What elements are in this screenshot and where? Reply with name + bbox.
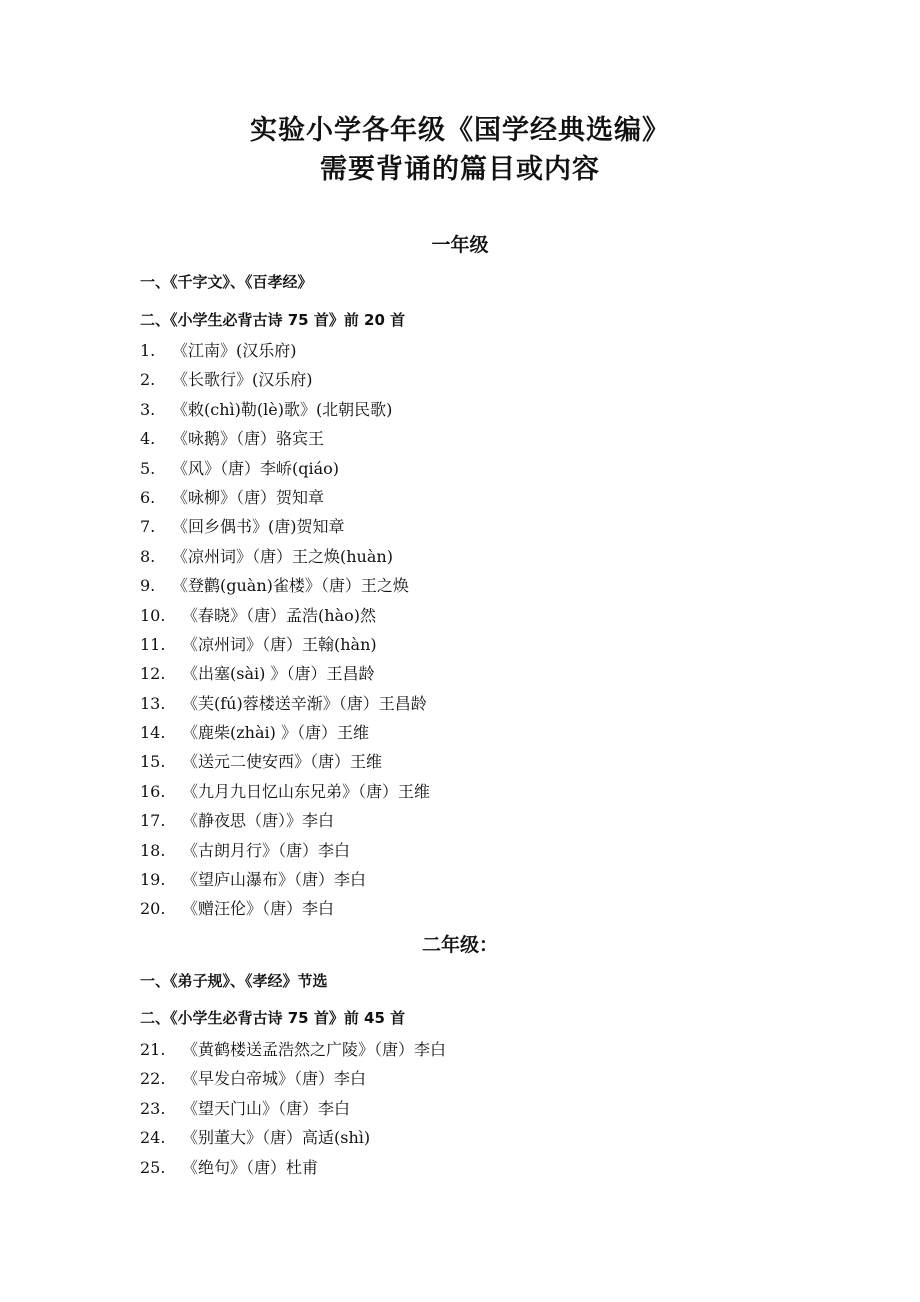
item-number: 3. bbox=[140, 399, 156, 419]
item-text: 《静夜思（唐）》李白 bbox=[182, 811, 335, 831]
item-number: 7. bbox=[140, 517, 156, 537]
list-item bbox=[140, 841, 430, 870]
list-item bbox=[140, 488, 430, 517]
list-item bbox=[140, 576, 430, 605]
item-number: 15. bbox=[140, 752, 166, 772]
item-number: 13. bbox=[140, 693, 166, 713]
item-text: 《望庐山瀑布》（唐）李白 bbox=[182, 870, 367, 890]
item-text: 《风》（唐）李峤(qiáo) bbox=[172, 458, 340, 478]
list-item bbox=[140, 899, 430, 928]
item-text: 《赠汪伦》（唐）李白 bbox=[182, 899, 335, 919]
item-number: 1. bbox=[140, 341, 156, 360]
item-number: 10. bbox=[140, 605, 166, 625]
item-number: 22. bbox=[140, 1069, 166, 1089]
item-number: 19. bbox=[140, 870, 166, 890]
item-number: 2. bbox=[140, 370, 156, 390]
item-text: 《鹿柴(zhài) 》（唐）王维 bbox=[182, 723, 369, 743]
item-text: 《敕(chì)勒(lè)歌》(北朝民歌) bbox=[172, 399, 393, 419]
item-number: 23. bbox=[140, 1098, 166, 1118]
list-item bbox=[140, 635, 430, 664]
item-number: 18. bbox=[140, 840, 166, 860]
item-text: 《凉州词》（唐）王之焕(huàn) bbox=[172, 546, 393, 566]
item-text: 《送元二使安西》（唐）王维 bbox=[182, 752, 383, 772]
list-item bbox=[140, 723, 430, 752]
item-text: 《春晓》（唐）孟浩(hào)然 bbox=[182, 605, 376, 625]
item-number: 21. bbox=[140, 1040, 166, 1059]
grade1-heading: 一年级 bbox=[431, 234, 489, 256]
item-number: 6. bbox=[140, 487, 156, 507]
list-item bbox=[140, 370, 430, 399]
item-number: 9. bbox=[140, 576, 156, 596]
item-number: 12. bbox=[140, 664, 166, 684]
grade2-section2: 二、《小学生必背古诗 75 首》前 45 首 bbox=[140, 1009, 406, 1027]
item-number: 20. bbox=[140, 899, 166, 919]
item-text: 《古朗月行》（唐）李白 bbox=[182, 840, 351, 860]
list-item bbox=[140, 811, 430, 840]
item-number: 24. bbox=[140, 1128, 166, 1148]
list-item bbox=[140, 606, 430, 635]
item-text: 《咏柳》（唐）贺知章 bbox=[172, 487, 325, 507]
list-item bbox=[140, 547, 430, 576]
item-text: 《别董大》（唐）高适(shì) bbox=[182, 1128, 371, 1148]
item-text: 《江南》(汉乐府) bbox=[172, 341, 297, 360]
item-number: 5. bbox=[140, 458, 156, 478]
list-item bbox=[140, 1069, 446, 1098]
item-text: 《回乡偶书》(唐)贺知章 bbox=[172, 517, 345, 537]
item-text: 《九月九日忆山东兄弟》（唐）王维 bbox=[182, 781, 431, 801]
grade2-poem-list bbox=[140, 1040, 446, 1187]
item-text: 《凉州词》（唐）王翰(hàn) bbox=[182, 634, 377, 654]
item-number: 11. bbox=[140, 634, 166, 654]
item-text: 《黄鹤楼送孟浩然之广陵》（唐）李白 bbox=[182, 1040, 447, 1059]
item-text: 《望天门山》（唐）李白 bbox=[182, 1098, 351, 1118]
item-text: 《早发白帝城》（唐）李白 bbox=[182, 1069, 367, 1089]
list-item bbox=[140, 1040, 446, 1069]
document-title-line1: 实验小学各年级《国学经典选编》 bbox=[250, 115, 670, 146]
item-number: 25. bbox=[140, 1157, 166, 1177]
list-item bbox=[140, 341, 430, 370]
item-text: 《登鹳(guàn)雀楼》（唐）王之焕 bbox=[172, 576, 409, 596]
grade2-section1: 一、《弟子规》、《孝经》节选 bbox=[140, 972, 328, 990]
list-item bbox=[140, 517, 430, 546]
list-item bbox=[140, 782, 430, 811]
list-item bbox=[140, 429, 430, 458]
grade1-poem-list bbox=[140, 341, 430, 929]
item-number: 17. bbox=[140, 811, 166, 831]
item-number: 4. bbox=[140, 429, 156, 449]
document-title-line2: 需要背诵的篇目或内容 bbox=[320, 154, 600, 185]
item-text: 《咏鹅》（唐）骆宾王 bbox=[172, 429, 325, 449]
item-number: 16. bbox=[140, 781, 166, 801]
item-text: 《芙(fú)蓉楼送辛渐》（唐）王昌龄 bbox=[182, 693, 427, 713]
item-text: 《出塞(sài) 》（唐）王昌龄 bbox=[182, 664, 375, 684]
grade1-section2: 二、《小学生必背古诗 75 首》前 20 首 bbox=[140, 311, 406, 329]
list-item bbox=[140, 664, 430, 693]
list-item bbox=[140, 400, 430, 429]
list-item bbox=[140, 1099, 446, 1128]
grade2-heading: 二年级： bbox=[421, 934, 498, 956]
item-number: 8. bbox=[140, 546, 156, 566]
list-item bbox=[140, 459, 430, 488]
list-item bbox=[140, 752, 430, 781]
item-text: 《绝句》（唐）杜甫 bbox=[182, 1157, 319, 1177]
item-number: 14. bbox=[140, 723, 166, 743]
grade1-section1: 一、《千字文》、《百孝经》 bbox=[140, 273, 313, 291]
list-item bbox=[140, 1158, 446, 1187]
list-item bbox=[140, 870, 430, 899]
item-text: 《长歌行》(汉乐府) bbox=[172, 370, 313, 390]
list-item bbox=[140, 694, 430, 723]
list-item bbox=[140, 1128, 446, 1157]
